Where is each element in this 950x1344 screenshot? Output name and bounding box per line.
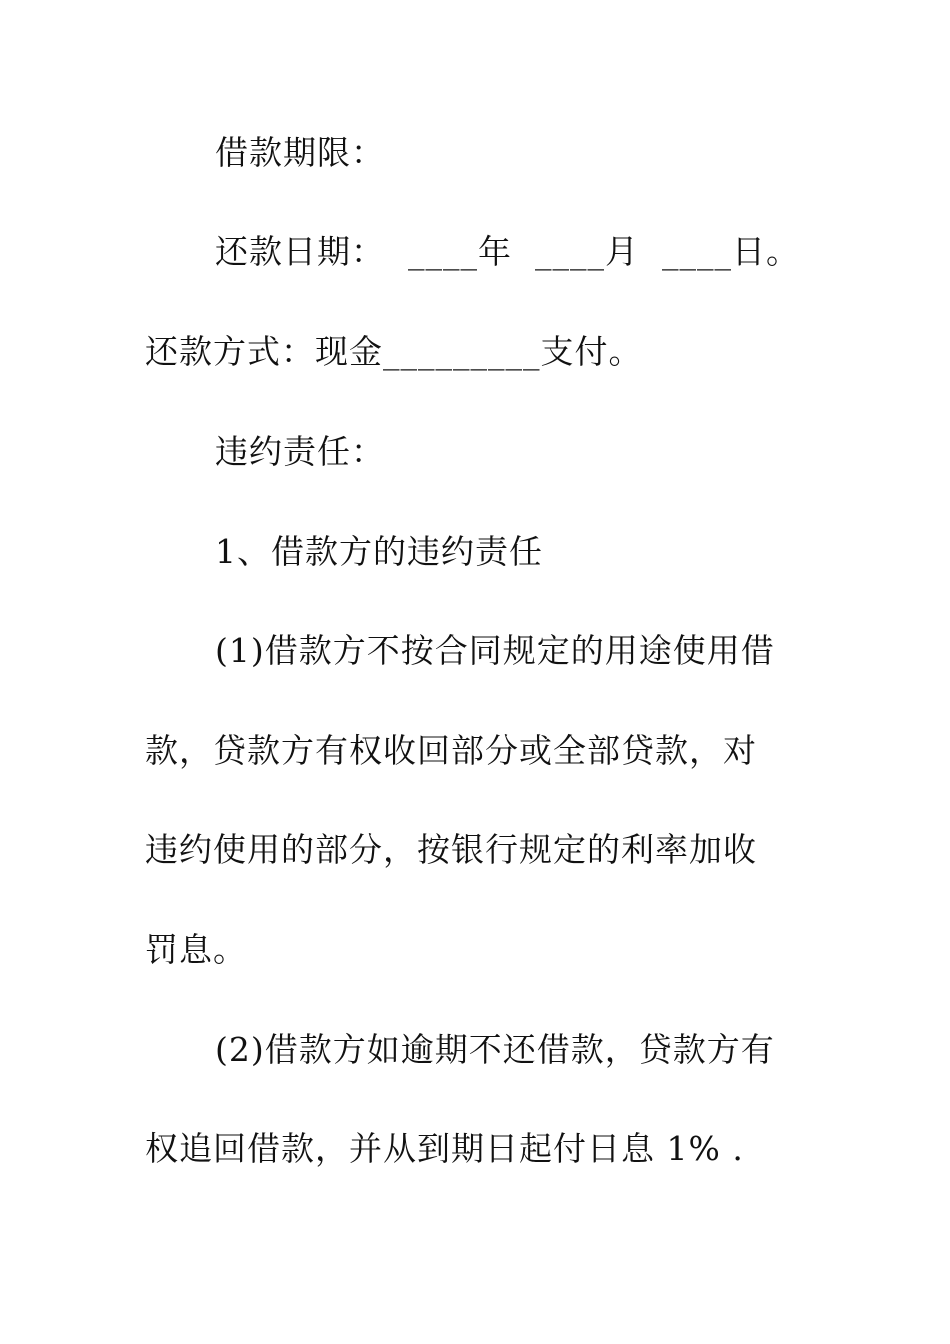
clause-1-line-4: 罚息。: [145, 930, 247, 969]
repayment-date-line: 还款日期： ____年 ____月 ____日。: [215, 232, 800, 271]
repayment-method-line: 还款方式：现金_________支付。: [145, 332, 643, 371]
clause-2-line-2: 权追回借款，并从到期日起付日息 1% .: [145, 1129, 744, 1168]
clause-1-line-1: (1)借款方不按合同规定的用途使用借: [215, 631, 775, 670]
borrower-liability-heading: 1、借款方的违约责任: [215, 532, 543, 571]
clause-1-line-3: 违约使用的部分，按银行规定的利率加收: [145, 830, 757, 869]
clause-1-line-2: 款，贷款方有权收回部分或全部贷款，对: [145, 731, 757, 770]
loan-term-label: 借款期限：: [215, 133, 385, 172]
breach-liability-heading: 违约责任：: [215, 432, 385, 471]
clause-2-line-1: (2)借款方如逾期不还借款，贷款方有: [215, 1030, 775, 1069]
